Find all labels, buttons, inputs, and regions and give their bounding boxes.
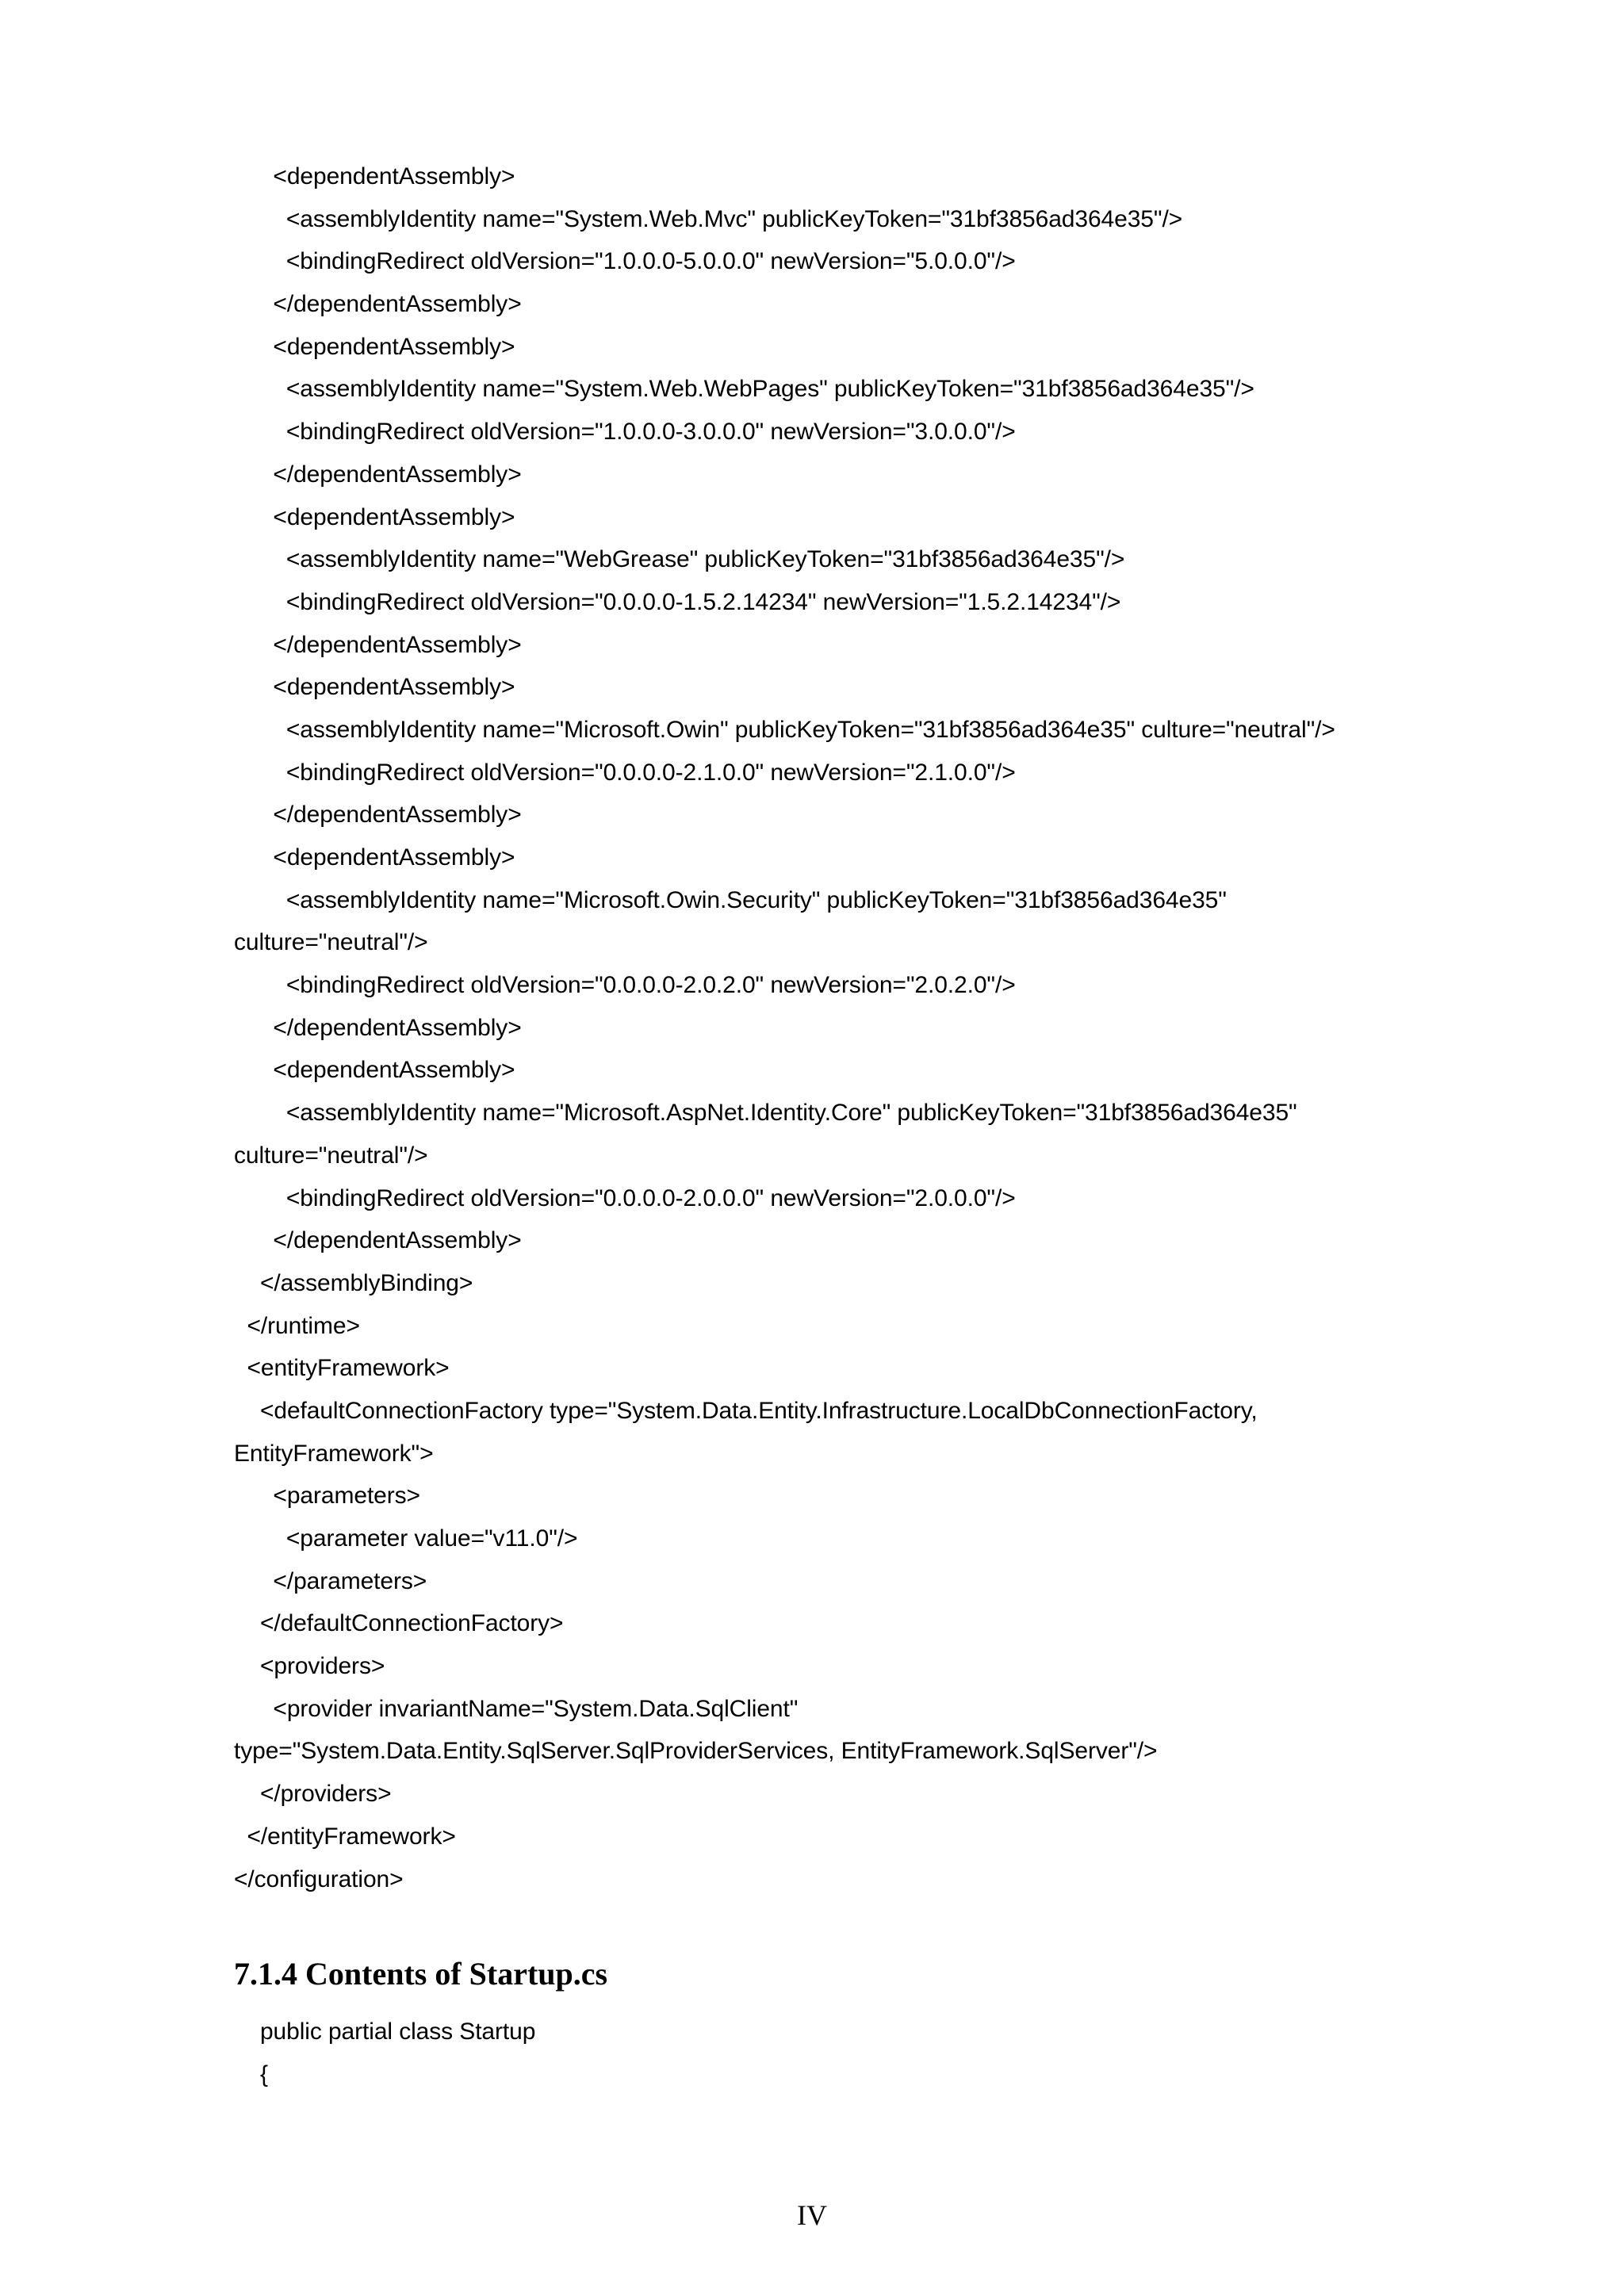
code-line: EntityFramework"> (234, 1440, 434, 1467)
code-line: public partial class Startup (234, 2019, 536, 2045)
code-line: <bindingRedirect oldVersion="0.0.0.0-1.5.2.14234" newVersion="1.5.2.14234"/> (234, 588, 1121, 615)
code-line: <dependentAssembly> (234, 163, 515, 189)
code-line: <bindingRedirect oldVersion="0.0.0.0-2.0.0.0" newVersion="2.0.0.0"/> (234, 1184, 1016, 1211)
code-line: <bindingRedirect oldVersion="0.0.0.0-2.1.0.0" newVersion="2.1.0.0"/> (234, 759, 1016, 786)
code-line: culture="neutral"/> (234, 1142, 428, 1169)
code-line: </configuration> (234, 1866, 404, 1892)
code-line: <dependentAssembly> (234, 844, 515, 871)
code-line: <assemblyIdentity name="System.Web.WebPages" publicKeyToken="31bf3856ad364e35"/> (234, 376, 1254, 403)
code-line: { (234, 2061, 268, 2087)
code-line: </entityFramework> (234, 1823, 456, 1850)
code-line: <bindingRedirect oldVersion="1.0.0.0-5.0.0.0" newVersion="5.0.0.0"/> (234, 248, 1016, 275)
code-line: <parameters> (234, 1483, 420, 1510)
startup-code-listing (234, 2011, 1423, 2095)
code-line: <providers> (234, 1653, 385, 1680)
code-line: </dependentAssembly> (234, 291, 522, 318)
code-line: </providers> (234, 1781, 392, 1808)
code-line: </assemblyBinding> (234, 1269, 473, 1296)
code-line: <dependentAssembly> (234, 503, 515, 530)
code-line: <assemblyIdentity name="Microsoft.Owin" publicKeyToken="31bf3856ad364e35" culture="neutral"/> (234, 716, 1335, 743)
code-line: culture="neutral"/> (234, 929, 428, 956)
code-line: <assemblyIdentity name="Microsoft.AspNet.Identity.Core" publicKeyToken="31bf3856ad364e35" (234, 1100, 1297, 1127)
code-line: <assemblyIdentity name="WebGrease" publicKeyToken="31bf3856ad364e35"/> (234, 546, 1125, 573)
code-line: <dependentAssembly> (234, 1057, 515, 1084)
code-line: </dependentAssembly> (234, 1227, 522, 1254)
code-line: </runtime> (234, 1312, 360, 1339)
code-line: </defaultConnectionFactory> (234, 1610, 564, 1637)
page-number: IV (797, 2199, 827, 2231)
web-config-code-listing (234, 155, 1423, 1900)
code-line: <provider invariantName="System.Data.SqlClient" (234, 1695, 799, 1722)
code-line: <entityFramework> (234, 1355, 450, 1382)
code-line: <parameter value="v11.0"/> (234, 1525, 578, 1552)
code-line: <assemblyIdentity name="Microsoft.Owin.Security" publicKeyToken="31bf3856ad364e35" (234, 886, 1227, 913)
section-heading: 7.1.4 Contents of Startup.cs (234, 1956, 608, 1992)
code-line: <dependentAssembly> (234, 333, 515, 360)
code-line: <assemblyIdentity name="System.Web.Mvc" publicKeyToken="31bf3856ad364e35"/> (234, 205, 1183, 232)
code-line: </dependentAssembly> (234, 631, 522, 658)
code-line: <defaultConnectionFactory type="System.Data.Entity.Infrastructure.LocalDbConnectionFactory, (234, 1397, 1258, 1424)
code-line: </dependentAssembly> (234, 461, 522, 488)
code-line: </dependentAssembly> (234, 802, 522, 828)
code-line: </parameters> (234, 1567, 427, 1594)
code-line: </dependentAssembly> (234, 1014, 522, 1041)
code-line: <bindingRedirect oldVersion="1.0.0.0-3.0.0.0" newVersion="3.0.0.0"/> (234, 419, 1016, 446)
code-line: <bindingRedirect oldVersion="0.0.0.0-2.0.2.0" newVersion="2.0.2.0"/> (234, 972, 1016, 999)
code-line: type="System.Data.Entity.SqlServer.SqlProviderServices, EntityFramework.SqlServer"/> (234, 1738, 1158, 1765)
code-line: <dependentAssembly> (234, 674, 515, 701)
